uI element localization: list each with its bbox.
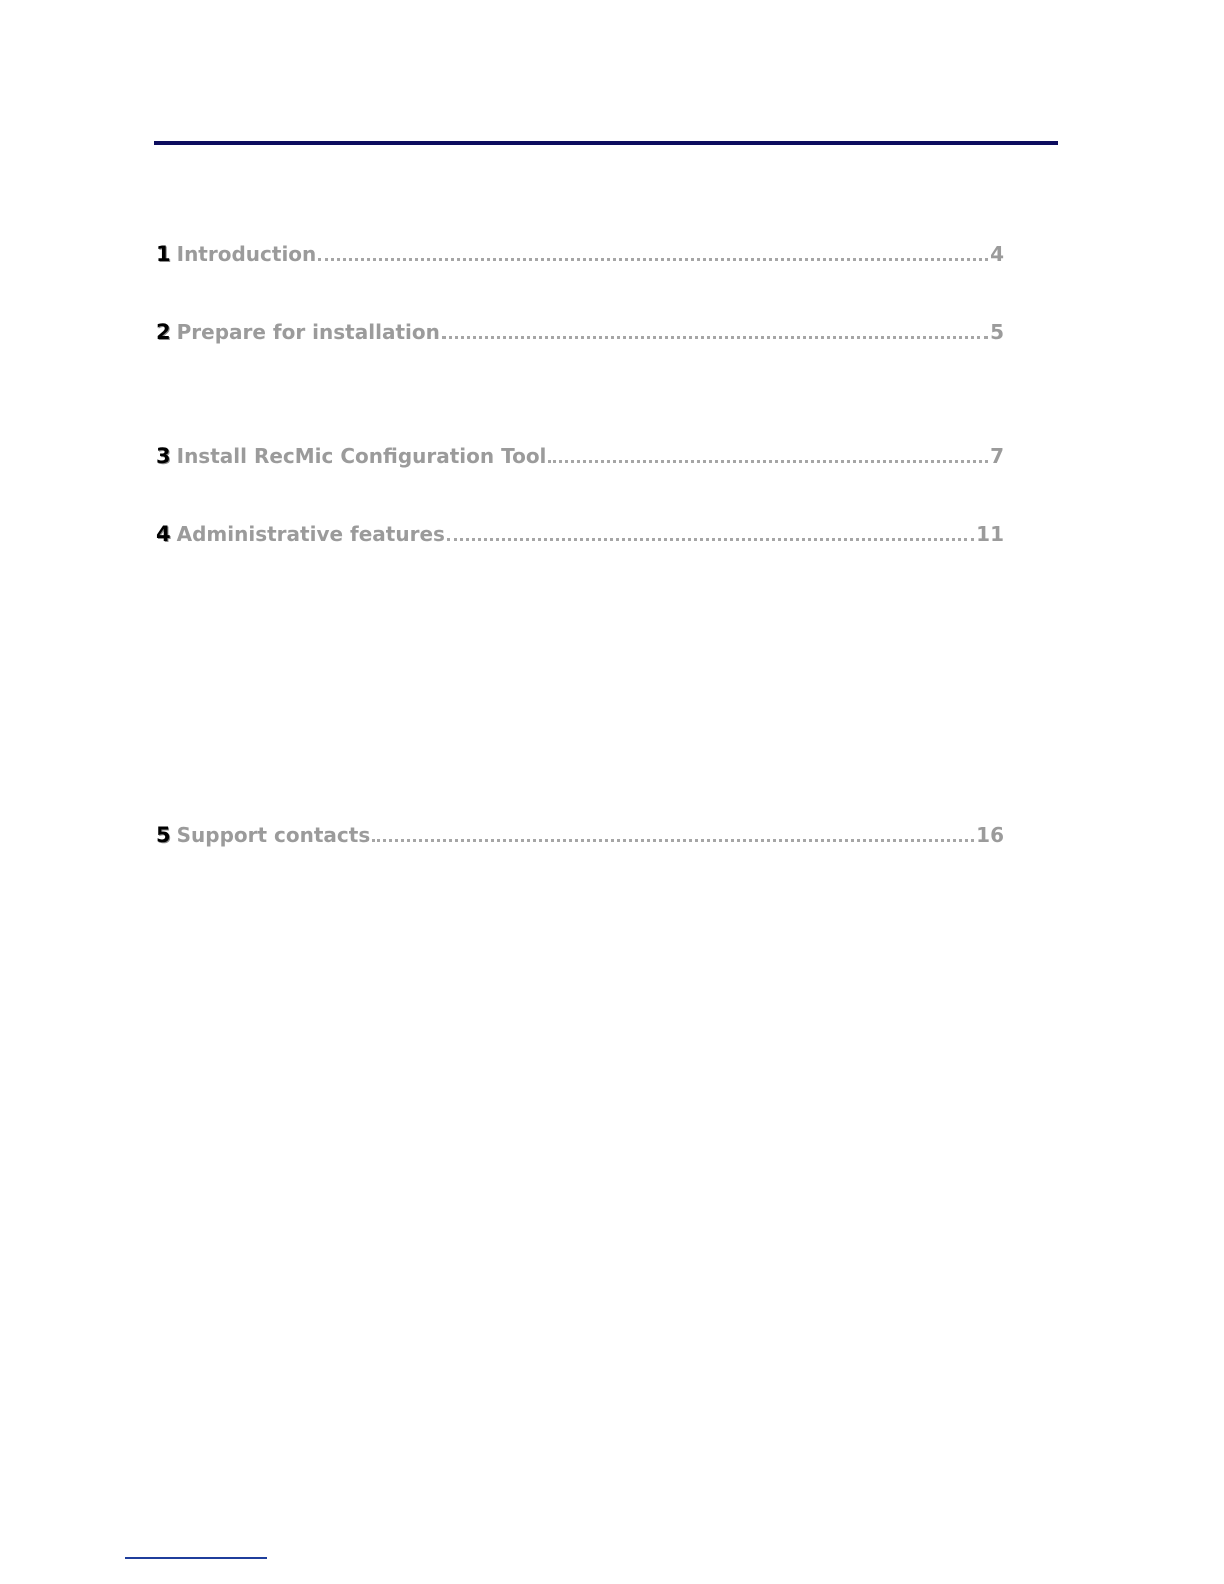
toc-entry-prepare-for-installation[interactable] bbox=[156, 320, 1004, 350]
toc-entry-number: 1 bbox=[156, 242, 171, 266]
toc-entry-page: 5 bbox=[990, 320, 1004, 344]
toc-entry-title: Prepare for installation bbox=[176, 320, 440, 344]
toc-entry-install-recmic-configuration-tool[interactable] bbox=[156, 444, 1004, 474]
toc-entry-page: 11 bbox=[976, 522, 1004, 546]
toc-entry-title: Introduction bbox=[176, 242, 317, 266]
toc-dot-leader bbox=[442, 335, 988, 339]
toc-entry-introduction[interactable] bbox=[156, 242, 1004, 272]
toc-entry-support-contacts[interactable] bbox=[156, 823, 1004, 853]
toc-entry-number: 4 bbox=[156, 522, 171, 546]
header-rule bbox=[154, 141, 1058, 145]
toc-dot-leader bbox=[447, 537, 974, 541]
toc-entry-number: 2 bbox=[156, 320, 171, 344]
toc-entry-page: 7 bbox=[990, 444, 1004, 468]
toc-entry-page: 16 bbox=[976, 823, 1004, 847]
footnote-separator bbox=[125, 1557, 267, 1559]
toc-dot-leader bbox=[318, 257, 988, 261]
toc-entry-page: 4 bbox=[990, 242, 1004, 266]
toc-entry-number: 5 bbox=[156, 823, 171, 847]
toc-dot-leader bbox=[372, 838, 974, 842]
toc-entry-title: Support contacts bbox=[176, 823, 371, 847]
toc-dot-leader bbox=[548, 459, 988, 463]
toc-entry-title: Administrative features bbox=[176, 522, 445, 546]
toc-entry-title: Install RecMic Configuration Tool bbox=[176, 444, 547, 468]
toc-entry-administrative-features[interactable] bbox=[156, 522, 1004, 552]
toc-entry-number: 3 bbox=[156, 444, 171, 468]
